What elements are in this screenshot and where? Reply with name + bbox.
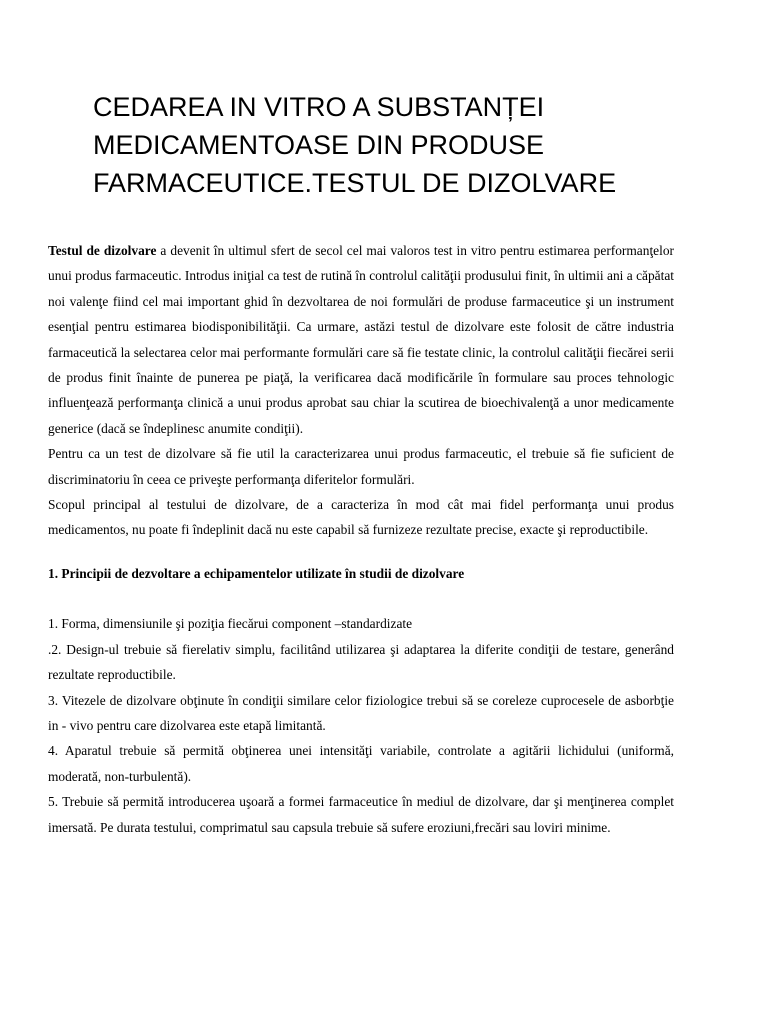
intro-lead-bold: Testul de dizolvare: [48, 243, 157, 258]
title-line-1: CEDAREA IN VITRO A SUBSTANȚEI: [93, 92, 545, 122]
list-item-1: 1. Forma, dimensiunile şi poziţia fiecărui component –standardizate: [48, 616, 413, 632]
document-title: [93, 88, 713, 202]
list-item-3: 3. Vitezele de dizolvare obţinute în condiţii similare celor fiziologice trebui să se coreleze cuprocesele de asborbţie in - vivo pentru care dizolvarea este etapă limitantă.: [48, 692, 674, 733]
paragraph-2: Pentru ca un test de dizolvare să fie util la caracterizarea unui produs farmaceutic, el trebuie să fie suficient de discriminatoriu în ceea ce priveşte performanţa diferitelor formulări.: [48, 446, 674, 487]
intro-lead-rest: a devenit în ultimul sfert de secol cel mai valoros test in vitro pentru estimarea performanţelor unui produs farmaceutic. Introdus iniţial ca test de rutină în controlul calităţii produsului finit, în ultimii ani a căpătat noi valenţe fiind cel mai important ghid în dezvoltarea de noi formulări de produse farmaceutice şi un instrument esenţial pentru estimarea biodisponibilităţii. Ca urmare, astăzi testul de dizolvare este folosit de către industria farmaceutică la selectarea celor mai performante formulări care să fie testate clinic, la controlul calităţii fiecărei serii de produs finit înainte de punerea pe piaţă, la verificarea dacă modificările în formulare sau proces tehnologic influenţează performanţa clinică a unui produs aprobat sau chiar la scutirea de bioechivalenţă a unor medicamente generice (dacă se îndeplinesc anumite condiţii).: [48, 243, 674, 436]
title-line-2: MEDICAMENTOASE DIN PRODUSE: [93, 130, 545, 160]
paragraph-3: Scopul principal al testului de dizolvare, de a caracteriza în mod cât mai fidel performanţa unui produs medicamentos, nu poate fi îndeplinit dacă nu este capabil să furnizeze rezultate precise, exacte şi reproductibile.: [48, 497, 674, 538]
intro-paragraph: [48, 238, 674, 441]
list-item-4: 4. Aparatul trebuie să permită obţinerea unei intensităţi variabile, controlate a agitării lichidului (uniformă, moderată, non-turbulentă).: [48, 743, 674, 784]
title-line-3: FARMACEUTICE.TESTUL DE DIZOLVARE: [93, 168, 617, 198]
list-item-2: .2. Design-ul trebuie să fierelativ simplu, facilitând utilizarea şi adaptarea la diferite condiţii de testare, generând rezultate reproductibile.: [48, 641, 674, 683]
section-heading: 1. Principii de dezvoltare a echipamentelor utilizate în studii de dizolvare: [48, 565, 465, 581]
document-body: [48, 238, 674, 840]
list-item-5: 5. Trebuie să permită introducerea uşoară a formei farmaceutice în mediul de dizolvare, dar şi menţinerea complet imersată. Pe durata testului, comprimatul sau capsula trebuie să sufere eroziuni,frecări sau loviri minime.: [48, 794, 674, 835]
